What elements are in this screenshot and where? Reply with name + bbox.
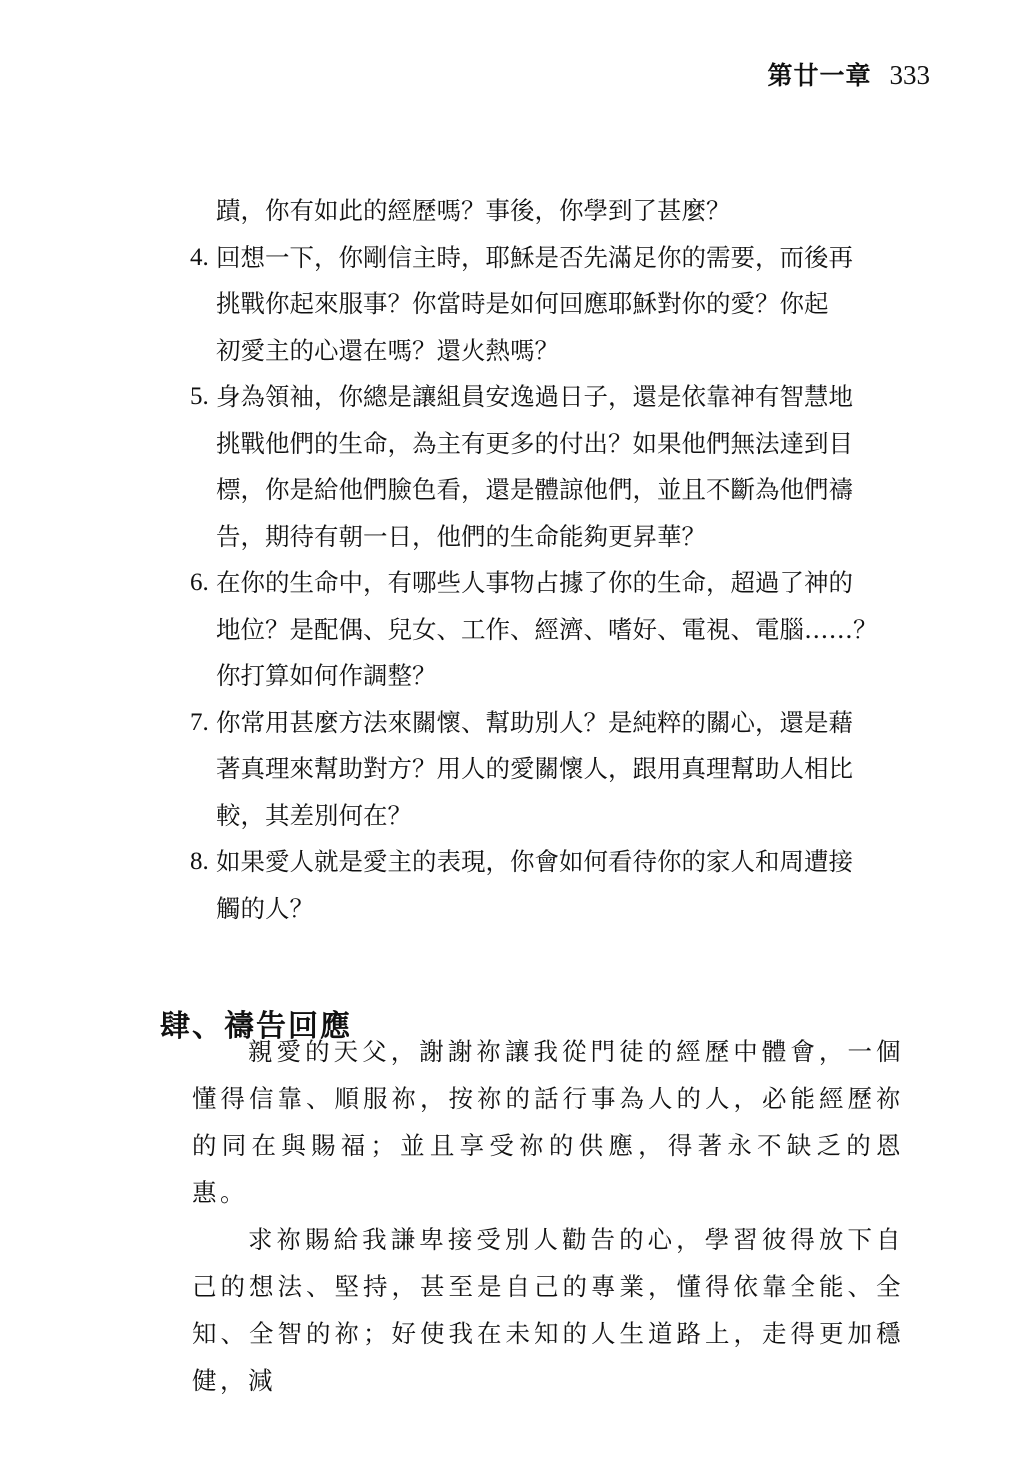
question-text: 在你的生命中，有哪些人事物占據了你的生命，超過了神的 地位？是配偶、兒女、工作、經濟、嗜好、電視、電腦……？ 你打算如何作調整？ bbox=[216, 568, 878, 690]
question-item-7 bbox=[190, 700, 910, 840]
question-number: 8. bbox=[190, 848, 209, 875]
prayer-paragraph: 親愛的天父，謝謝祢讓我從門徒的經歷中體會，一個懂得信靠、順服祢，按祢的話行事為人的人，必能經歷祢的同在與賜福；並且享受祢的供應，得著永不缺乏的恩惠。 bbox=[192, 1037, 904, 1207]
question-text: 身為領袖，你總是讓組員安逸過日子，還是依靠神有智慧地 挑戰他們的生命，為主有更多的付出？如果他們無法達到目 標，你是給他們臉色看，還是體諒他們，並且不斷為他們禱 告，期待有朝一日，他們的生命能夠更昇華？ bbox=[216, 382, 853, 551]
question-number: 6. bbox=[190, 569, 209, 596]
running-header bbox=[767, 56, 930, 92]
reflection-questions bbox=[190, 188, 910, 932]
prayer-paragraph: 求祢賜給我謙卑接受別人勸告的心，學習彼得放下自己的想法、堅持，甚至是自己的專業，懂得依靠全能、全知、全智的祢；好使我在未知的人生道路上，走得更加穩健，減 bbox=[192, 1225, 904, 1395]
question-number: 4. bbox=[190, 243, 209, 271]
question-item-3-continued bbox=[190, 188, 910, 235]
page-number: 333 bbox=[889, 60, 930, 90]
question-number: 7. bbox=[190, 708, 209, 736]
question-item-6 bbox=[190, 560, 910, 700]
question-item-8 bbox=[190, 839, 910, 932]
question-item-4 bbox=[190, 235, 910, 375]
prayer-body bbox=[192, 1028, 904, 1404]
section-heading: 肆、禱告回應 bbox=[160, 1008, 352, 1044]
question-text: 回想一下，你剛信主時，耶穌是否先滿足你的需要，而後再 挑戰你起來服事？你當時是如何回應耶穌對你的愛？你起 初愛主的心還在嗎？還火熱嗎？ bbox=[216, 242, 853, 365]
question-number: 5. bbox=[190, 383, 209, 410]
chapter-label: 第廿一章 bbox=[767, 61, 872, 90]
question-item-5 bbox=[190, 374, 910, 560]
question-text: 如果愛人就是愛主的表現，你會如何看待你的家人和周遭接 觸的人？ bbox=[216, 847, 853, 923]
question-text: 你常用甚麼方法來關懷、幫助別人？是純粹的關心，還是藉 著真理來幫助對方？用人的愛關懷人，跟用真理幫助人相比 較，其差別何在？ bbox=[216, 707, 853, 830]
question-text: 蹟，你有如此的經歷嗎？事後，你學到了甚麼？ bbox=[216, 196, 731, 225]
